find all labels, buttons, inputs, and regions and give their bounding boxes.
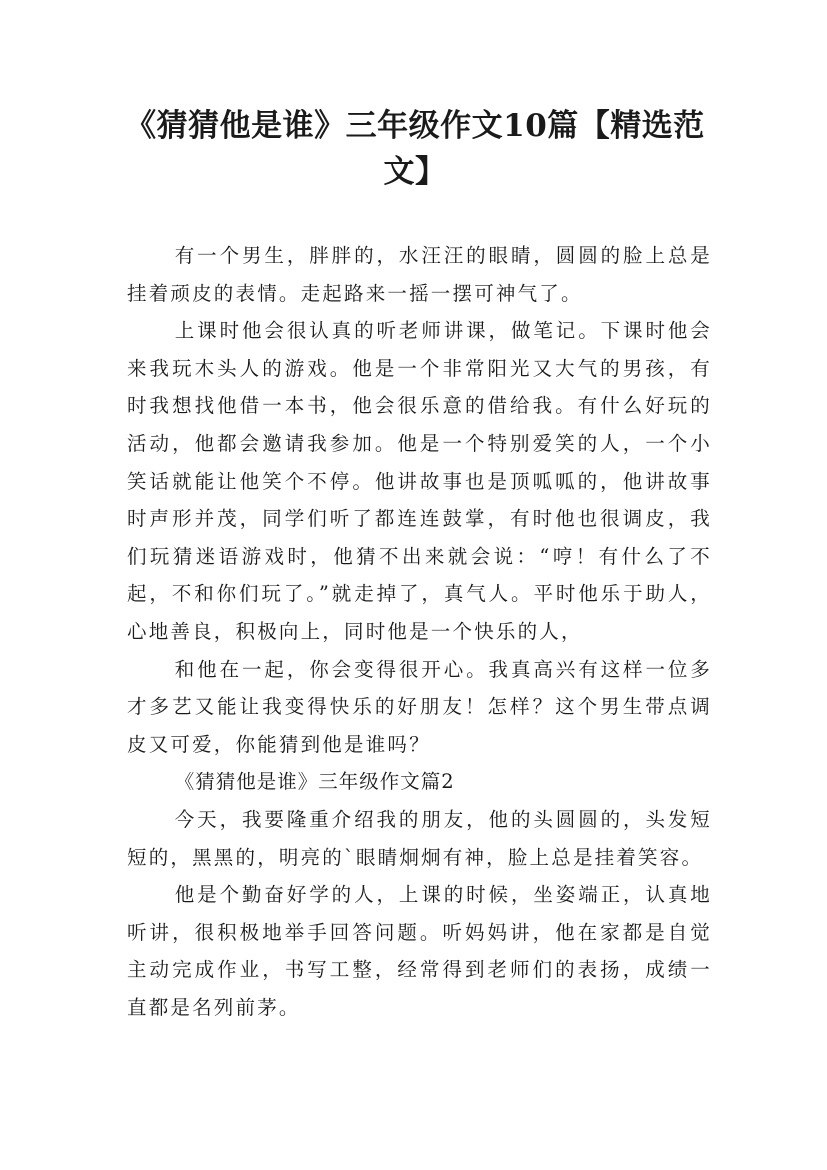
document-body xyxy=(127,237,712,1026)
paragraph: 和他在一起，你会变得很开心。我真高兴有这样一位多才多艺又能让我变得快乐的好朋友！怎样？这个男生带点调皮又可爱，你能猜到他是谁吗？ xyxy=(127,657,712,756)
paragraph: 上课时他会很认真的听老师讲课，做笔记。下课时他会来我玩木头人的游戏。他是一个非常阳光又大气的男孩，有时我想找他借一本书，他会很乐意的借给我。有什么好玩的活动，他都会邀请我参加。他是一个特别爱笑的人，一个小笑话就能让他笑个不停。他讲故事也是顶呱呱的，他讲故事时声形并茂，同学们听了都连连鼓掌，有时他也很调皮，我们玩猜迷语游戏时，他猜不出来就会说：“哼！有什么了不起，不和你们玩了。”就走掉了，真气人。平时他乐于助人，心地善良，积极向上，同时他是一个快乐的人， xyxy=(127,319,712,643)
section-heading: 《猜猜他是谁》三年级作文篇2 xyxy=(174,770,455,794)
document-title: 《猜猜他是谁》三年级作文10篇【精选范文】 xyxy=(125,108,705,190)
paragraph: 今天，我要隆重介绍我的朋友，他的头圆圆的，头发短短的，黑黑的，明亮的`眼睛炯炯有神，脸上总是挂着笑容。 xyxy=(127,807,712,869)
paragraph: 有一个男生，胖胖的，水汪汪的眼睛，圆圆的脸上总是挂着顽皮的表情。走起路来一摇一摆可神气了。 xyxy=(127,244,712,305)
paragraph: 他是个勤奋好学的人，上课的时候，坐姿端正，认真地听讲，很积极地举手回答问题。听妈妈讲，他在家都是自觉主动完成作业，书写工整，经常得到老师们的表扬，成绩一直都是名列前茅。 xyxy=(127,883,712,1019)
